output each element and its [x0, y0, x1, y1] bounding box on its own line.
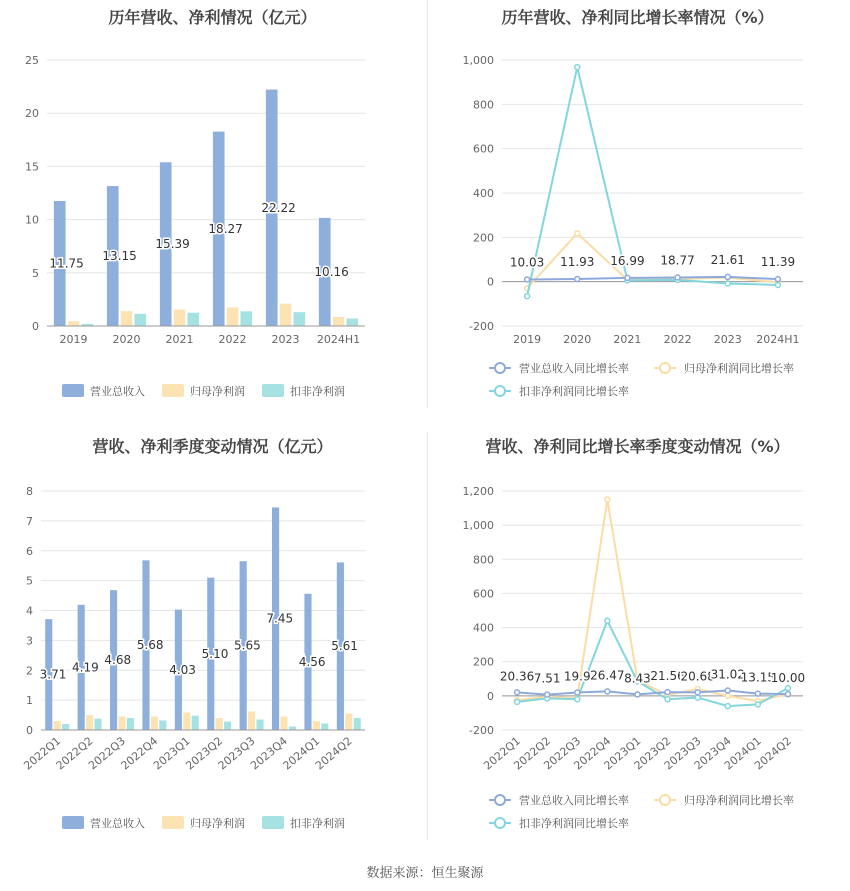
x-tick-label: 2020 [112, 333, 141, 346]
data-label: 10.16 [314, 264, 349, 279]
y-tick-label: 0 [32, 320, 39, 333]
bar-deducted-profit [62, 724, 69, 730]
legend-label: 营业总收入同比增长率 [519, 794, 629, 807]
bar-deducted-profit [346, 319, 358, 326]
y-tick-label: 5 [32, 266, 39, 280]
data-label: 20.36 [499, 669, 535, 684]
bar-parent-profit [216, 718, 223, 730]
data-label: 11.75 [49, 256, 84, 271]
bar-parent-profit [183, 713, 190, 730]
bar-deducted-profit [354, 718, 361, 730]
data-label: 13.15 [740, 670, 776, 685]
panel-divider [427, 0, 428, 408]
bar-parent-profit [280, 304, 292, 326]
data-point [775, 282, 780, 287]
y-tick-label: 2 [26, 664, 33, 678]
x-tick-label: 2024Q1 [721, 734, 764, 773]
y-tick-label: 400 [473, 187, 494, 200]
x-tick-label: 2023Q3 [661, 734, 704, 773]
chart-title: 营收、净利季度变动情况（亿元） [92, 437, 333, 456]
data-point [775, 277, 780, 282]
legend-label: 归母净利润同比增长率 [684, 794, 794, 807]
x-tick-label: 2024H1 [316, 333, 361, 346]
bar-parent-profit [248, 711, 255, 730]
data-point [605, 618, 610, 623]
data-label: 18.27 [208, 221, 243, 236]
data-label: 5.10 [201, 646, 229, 661]
x-tick-label: 2022Q3 [541, 734, 584, 773]
legend-label: 扣非净利润 [290, 385, 345, 398]
bar-parent-profit [54, 721, 61, 730]
quarterly-growth-rate-chart [425, 420, 850, 840]
legend-marker [495, 363, 505, 373]
bar-parent-profit [174, 310, 186, 326]
data-label: 5.68 [136, 638, 164, 653]
legend-label: 扣非净利润同比增长率 [519, 817, 629, 830]
bar-parent-profit [227, 307, 239, 326]
y-tick-label: 800 [473, 553, 494, 567]
data-point [755, 691, 760, 696]
legend-marker [495, 818, 505, 828]
data-point [725, 688, 730, 693]
data-label: 16.99 [610, 253, 645, 268]
y-tick-label: 200 [473, 655, 494, 669]
legend-label: 营业总收入 [90, 817, 145, 830]
data-source-note: 数据来源：恒生聚源 [366, 866, 484, 881]
annual-growth-rate-chart [425, 0, 850, 420]
data-point [785, 692, 790, 697]
x-tick-label: 2022 [218, 333, 247, 346]
y-tick-label: 1,000 [462, 519, 494, 533]
data-label: 3.71 [39, 667, 67, 682]
y-tick-label: 15 [25, 160, 39, 174]
y-tick-label: 4 [26, 604, 33, 618]
bar-deducted-profit [159, 720, 166, 730]
legend-marker [660, 363, 670, 373]
data-label: 7.51 [533, 671, 561, 686]
legend-label: 归母净利润 [190, 385, 245, 398]
x-tick-label: 2024H1 [756, 333, 800, 346]
y-tick-label: 7 [26, 514, 33, 528]
bar-deducted-profit [134, 314, 146, 326]
x-tick-label: 2023Q4 [248, 734, 290, 773]
x-tick-label: 2023Q3 [215, 734, 258, 773]
y-tick-label: 600 [473, 587, 494, 601]
bar-deducted-profit [289, 726, 296, 730]
x-tick-label: 2023Q1 [601, 734, 644, 773]
data-point [575, 690, 580, 695]
x-tick-label: 2021 [165, 333, 194, 346]
chart-title: 营收、净利同比增长率季度变动情况（%） [485, 437, 790, 456]
bar-deducted-profit [192, 716, 199, 730]
data-point [675, 275, 680, 280]
data-label: 21.61 [710, 252, 745, 267]
bar-deducted-profit [256, 720, 263, 730]
data-label: 31.02 [710, 667, 745, 682]
bar-parent-profit [313, 721, 320, 730]
data-point [515, 699, 520, 704]
y-tick-label: 0 [487, 275, 494, 289]
data-label: 4.68 [104, 653, 132, 668]
data-point [725, 281, 730, 286]
y-tick-label: 200 [473, 231, 494, 245]
bar-parent-profit [345, 714, 352, 730]
data-label: 13.15 [102, 249, 137, 264]
x-tick-label: 2023Q4 [691, 734, 734, 773]
data-point [575, 697, 580, 702]
x-tick-label: 2022Q2 [53, 734, 96, 773]
x-tick-label: 2023Q2 [631, 734, 674, 773]
x-tick-label: 2024Q2 [752, 734, 794, 773]
legend-label: 营业总收入同比增长率 [519, 362, 629, 375]
x-tick-label: 2022Q2 [511, 734, 554, 773]
data-label: 22.22 [261, 200, 296, 215]
legend-marker [495, 795, 505, 805]
bar-parent-profit [333, 317, 345, 326]
data-label: 5.61 [331, 639, 358, 654]
data-point [635, 692, 640, 697]
data-label: 4.56 [298, 654, 326, 669]
bar-parent-profit [280, 717, 287, 730]
data-label: 18.77 [660, 253, 695, 268]
x-tick-label: 2023 [271, 333, 300, 346]
data-label: 7.45 [266, 611, 294, 626]
x-tick-label: 2024Q2 [312, 734, 355, 773]
legend-swatch [62, 384, 84, 397]
legend-marker [660, 795, 670, 805]
bar-deducted-profit [321, 723, 328, 730]
data-point [545, 692, 550, 697]
bar-deducted-profit [224, 722, 231, 730]
data-label: 5.65 [234, 638, 261, 653]
bar-parent-profit [151, 717, 158, 730]
bar-deducted-profit [240, 311, 252, 326]
y-tick-label: 1,000 [462, 54, 494, 67]
y-tick-label: 8 [26, 485, 33, 498]
bar-deducted-profit [187, 313, 199, 326]
x-tick-label: 2020 [563, 333, 592, 346]
data-point [695, 690, 700, 695]
data-label: 15.39 [155, 237, 190, 252]
data-label: 10.00 [770, 671, 806, 686]
y-tick-label: 1 [26, 694, 33, 708]
y-tick-label: 6 [26, 544, 33, 558]
quarterly-revenue-profit-chart [0, 420, 425, 840]
x-tick-label: 2023Q2 [183, 734, 226, 773]
legend-swatch [62, 816, 84, 829]
data-point [605, 689, 610, 694]
data-point [525, 277, 530, 282]
x-tick-label: 2024Q1 [280, 734, 323, 773]
y-tick-label: 400 [473, 621, 494, 635]
y-tick-label: 1,200 [462, 485, 494, 498]
data-point [575, 231, 580, 236]
legend-label: 扣非净利润 [290, 817, 345, 830]
y-tick-label: 800 [473, 98, 494, 112]
bar-deducted-profit [127, 718, 134, 730]
bar-parent-profit [121, 311, 133, 326]
data-point [665, 690, 670, 695]
data-label: 11.39 [760, 255, 796, 270]
y-tick-label: 0 [26, 724, 33, 737]
chart-canvas [0, 0, 425, 420]
bar-deducted-profit [293, 312, 305, 326]
bar-parent-profit [86, 715, 93, 730]
data-label: 20.68 [680, 669, 715, 684]
x-tick-label: 2022Q4 [571, 734, 614, 773]
x-tick-label: 2021 [613, 333, 642, 346]
chart-canvas [0, 420, 425, 840]
data-point [785, 686, 790, 691]
y-tick-label: 5 [26, 574, 33, 588]
y-tick-label: -200 [469, 320, 494, 333]
legend-swatch [162, 816, 184, 829]
chart-title: 历年营收、净利同比增长率情况（%） [501, 8, 774, 27]
legend-label: 扣非净利润同比增长率 [519, 385, 629, 398]
data-point [625, 275, 630, 280]
data-label: 26.47 [590, 668, 625, 683]
data-label: 21.56 [650, 669, 685, 684]
y-tick-label: 25 [25, 54, 39, 67]
bar-parent-profit [68, 321, 80, 326]
legend-label: 营业总收入 [90, 385, 145, 398]
bar-deducted-profit [94, 719, 101, 730]
annual-revenue-profit-chart [0, 0, 425, 420]
x-tick-label: 2019 [59, 333, 88, 346]
legend-marker [495, 386, 505, 396]
data-label: 19.9 [563, 669, 591, 684]
chart-title: 历年营收、净利情况（亿元） [108, 8, 317, 27]
x-tick-label: 2022Q1 [481, 734, 523, 773]
data-point [695, 695, 700, 700]
y-tick-label: 10 [25, 213, 39, 227]
legend-label: 归母净利润同比增长率 [684, 362, 794, 375]
x-tick-label: 2019 [513, 333, 542, 346]
x-tick-label: 2022Q1 [21, 734, 64, 773]
data-point [725, 274, 730, 279]
data-point [575, 65, 580, 70]
data-point [525, 294, 530, 299]
data-label: 8.43 [624, 671, 651, 686]
x-tick-label: 2022Q4 [118, 734, 161, 773]
legend-swatch [262, 816, 284, 829]
data-point [755, 702, 760, 707]
data-label: 10.03 [509, 255, 545, 270]
bar-parent-profit [118, 717, 125, 730]
legend-swatch [162, 384, 184, 397]
y-tick-label: 3 [26, 634, 33, 648]
chart-canvas [425, 0, 850, 420]
data-point [515, 690, 520, 695]
chart-canvas [425, 420, 850, 840]
legend-label: 归母净利润 [190, 817, 245, 830]
panel-divider [427, 432, 428, 840]
x-tick-label: 2022 [663, 333, 692, 346]
data-label: 11.93 [560, 255, 595, 270]
data-point [725, 704, 730, 709]
data-point [605, 497, 610, 502]
y-tick-label: 20 [25, 107, 39, 121]
y-tick-label: -200 [469, 724, 494, 737]
x-tick-label: 2023Q1 [150, 734, 193, 773]
data-label: 4.19 [72, 660, 99, 675]
legend-swatch [262, 384, 284, 397]
data-point [665, 697, 670, 702]
data-point [725, 693, 730, 698]
y-tick-label: 0 [487, 689, 494, 703]
y-tick-label: 600 [473, 142, 494, 156]
data-point [575, 277, 580, 282]
data-label: 4.03 [169, 662, 196, 677]
x-tick-label: 2023 [713, 333, 742, 346]
x-tick-label: 2022Q3 [86, 734, 128, 773]
